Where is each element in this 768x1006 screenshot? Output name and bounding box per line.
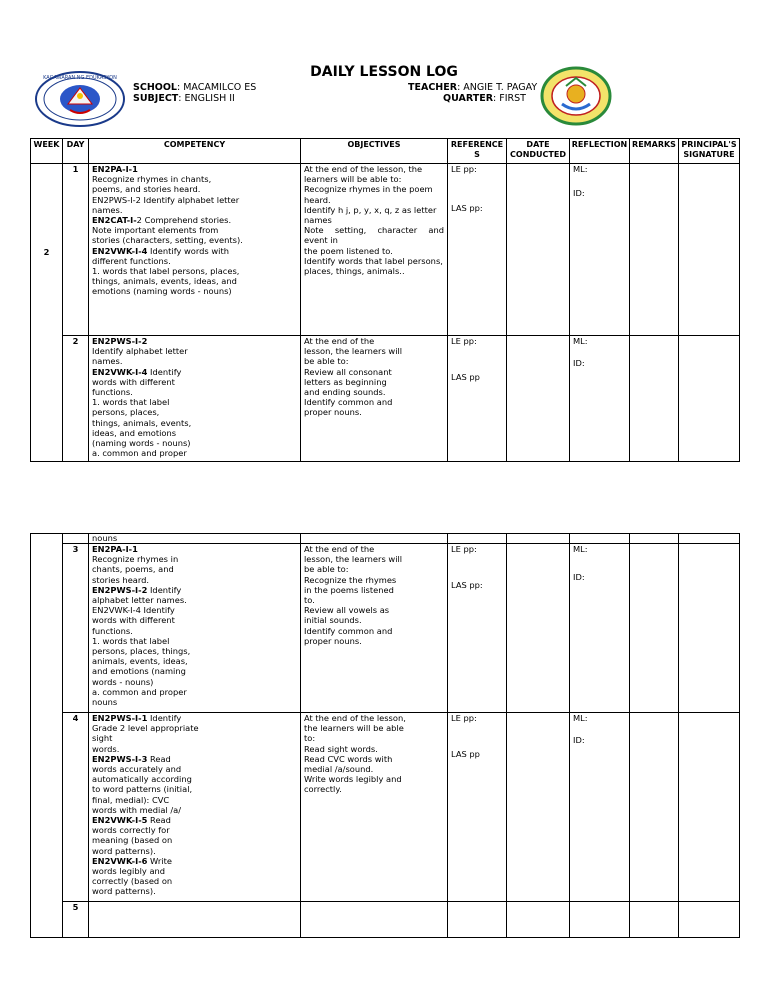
objective-line: heard. bbox=[304, 194, 331, 205]
objective-line: medial /a/sound. bbox=[304, 764, 374, 775]
competency-line bbox=[92, 266, 297, 276]
competency-line bbox=[92, 754, 297, 764]
competency-cell bbox=[89, 164, 301, 336]
objectives-cell bbox=[301, 713, 448, 902]
competency-text: word patterns). bbox=[92, 886, 156, 897]
competency-code: EN2PWS-I-2 bbox=[92, 336, 148, 346]
competency-text: functions. bbox=[92, 625, 133, 636]
date-conducted-cell bbox=[507, 534, 570, 544]
competency-text: 2 Comprehend stories. bbox=[136, 215, 232, 226]
teacher-line bbox=[408, 82, 537, 93]
header-week: WEEK bbox=[31, 139, 63, 164]
objectives-cell bbox=[301, 902, 448, 938]
lesson-log-table-page2 bbox=[30, 533, 740, 938]
competency-line bbox=[92, 666, 297, 676]
competency-line bbox=[92, 774, 297, 784]
competency-text: words correctly for bbox=[92, 825, 170, 836]
competency-text: words. bbox=[92, 743, 120, 754]
competency-text: names. bbox=[92, 204, 123, 215]
objective-line: Identify common and bbox=[304, 625, 393, 636]
competency-code: EN2CAT-I- bbox=[92, 215, 137, 226]
competency-text: ideas, and emotions bbox=[92, 427, 177, 438]
competency-text: persons, places, bbox=[92, 407, 160, 418]
competency-line bbox=[92, 595, 297, 605]
teacher-label: TEACHER bbox=[408, 82, 458, 93]
svg-text:KAGAWARAN NG EDUKASYON: KAGAWARAN NG EDUKASYON bbox=[43, 75, 117, 81]
signature-cell bbox=[679, 534, 740, 544]
references-cell bbox=[448, 534, 507, 544]
objective-line: lesson, the learners will bbox=[304, 554, 403, 565]
competency-line bbox=[92, 438, 297, 448]
remarks-cell bbox=[630, 534, 679, 544]
competency-text: words with medial /a/ bbox=[92, 804, 182, 815]
date-conducted-cell bbox=[507, 544, 570, 713]
table-header-row bbox=[31, 139, 740, 164]
objective-line: places, things, animals.. bbox=[304, 266, 405, 277]
competency-line bbox=[92, 387, 297, 397]
day-number: 4 bbox=[63, 713, 89, 902]
competency-carryover: nouns bbox=[89, 534, 301, 544]
las-pages: LAS pp: bbox=[451, 580, 483, 591]
competency-line bbox=[92, 687, 297, 697]
reflection-id: ID: bbox=[573, 358, 585, 369]
competency-line bbox=[92, 397, 297, 407]
header-references: REFERENCE S bbox=[448, 139, 507, 164]
reflection-cell bbox=[570, 902, 630, 938]
competency-line bbox=[92, 235, 297, 245]
table-row bbox=[31, 164, 740, 336]
competency-text: automatically according bbox=[92, 774, 192, 785]
competency-text: Grade 2 level appropriate bbox=[92, 723, 199, 734]
header-date-conducted: DATE CONDUCTED bbox=[507, 139, 570, 164]
competency-line bbox=[92, 876, 297, 886]
competency-text: final, medial): CVC bbox=[92, 794, 170, 805]
week-cell bbox=[31, 534, 63, 938]
reflection-id: ID: bbox=[573, 735, 585, 746]
objectives-cell bbox=[301, 336, 448, 462]
day-number: 2 bbox=[63, 336, 89, 462]
competency-line bbox=[92, 615, 297, 625]
competency-line bbox=[92, 174, 297, 184]
competency-text: words legibly and bbox=[92, 866, 166, 877]
day-number: 3 bbox=[63, 544, 89, 713]
reflection-ml: ML: bbox=[573, 544, 588, 554]
competency-line bbox=[92, 825, 297, 835]
competency-line bbox=[92, 856, 297, 866]
competency-line bbox=[92, 346, 297, 356]
competency-text: words accurately and bbox=[92, 764, 182, 775]
objective-line: learners will be able to: bbox=[304, 174, 402, 185]
le-pages: LE pp: bbox=[451, 336, 477, 346]
reflection-ml: ML: bbox=[573, 164, 588, 174]
competency-text: words with different bbox=[92, 376, 175, 387]
competency-line bbox=[92, 448, 297, 458]
las-pages: LAS pp: bbox=[451, 203, 483, 214]
competency-line bbox=[92, 554, 297, 564]
table-row bbox=[31, 534, 740, 544]
competency-line bbox=[92, 184, 297, 194]
objective-line: and ending sounds. bbox=[304, 387, 386, 398]
competency-code: EN2VWK-I-5 bbox=[92, 815, 148, 826]
references-cell bbox=[448, 164, 507, 336]
competency-line bbox=[92, 805, 297, 815]
le-pages: LE pp: bbox=[451, 164, 477, 174]
competency-line bbox=[92, 205, 297, 215]
competency-line bbox=[92, 195, 297, 205]
remarks-cell bbox=[630, 902, 679, 938]
competency-line bbox=[92, 336, 297, 346]
objective-line: Identify h j, p, y, x, q, z as letter bbox=[304, 204, 437, 215]
competency-line bbox=[92, 656, 297, 666]
date-conducted-cell bbox=[507, 164, 570, 336]
header-day: DAY bbox=[63, 139, 89, 164]
references-cell bbox=[448, 336, 507, 462]
competency-text: alphabet letter names. bbox=[92, 595, 187, 606]
header-principal-signature: PRINCIPAL'S SIGNATURE bbox=[679, 139, 740, 164]
day-number bbox=[63, 534, 89, 544]
competency-line bbox=[92, 866, 297, 876]
competency-text: Recognize rhymes in bbox=[92, 554, 179, 565]
competency-text: things, animals, events, bbox=[92, 417, 192, 428]
objective-line: the learners will be able bbox=[304, 723, 404, 734]
competency-line bbox=[92, 723, 297, 733]
competency-line bbox=[92, 246, 297, 256]
las-pages: LAS pp bbox=[451, 749, 480, 760]
competency-text: words with different bbox=[92, 615, 175, 626]
competency-line bbox=[92, 356, 297, 366]
competency-text: poems, and stories heard. bbox=[92, 184, 201, 195]
competency-text: EN2PWS-I-2 Identify alphabet letter bbox=[92, 194, 240, 205]
objective-line: be able to: bbox=[304, 356, 349, 367]
references-cell bbox=[448, 902, 507, 938]
objective-line: in the poems listened bbox=[304, 584, 394, 595]
competency-line bbox=[92, 835, 297, 845]
competency-text: correctly (based on bbox=[92, 876, 173, 887]
school-seal-logo bbox=[540, 66, 612, 126]
signature-cell bbox=[679, 164, 740, 336]
competency-line bbox=[92, 784, 297, 794]
competency-text: Recognize rhymes in chants, bbox=[92, 174, 212, 185]
competency-line bbox=[92, 713, 297, 723]
competency-line bbox=[92, 733, 297, 743]
competency-line bbox=[92, 428, 297, 438]
objective-line: Identify words that label persons, bbox=[304, 255, 443, 266]
remarks-cell bbox=[630, 713, 679, 902]
day-number: 1 bbox=[63, 164, 89, 336]
competency-text: a. common and proper bbox=[92, 448, 187, 459]
objective-line: Recognize rhymes in the poem bbox=[304, 184, 433, 195]
objective-line: At the end of the lesson, the bbox=[304, 164, 423, 174]
objective-line: Read sight words. bbox=[304, 743, 378, 754]
teacher-value: : ANGIE T. PAGAY bbox=[457, 82, 538, 93]
competency-line bbox=[92, 795, 297, 805]
quarter-value: : FIRST bbox=[493, 93, 526, 104]
table-row bbox=[31, 544, 740, 713]
competency-text: stories heard. bbox=[92, 574, 150, 585]
table-row bbox=[31, 336, 740, 462]
competency-cell bbox=[89, 544, 301, 713]
date-conducted-cell bbox=[507, 336, 570, 462]
competency-line bbox=[92, 575, 297, 585]
competency-text: (naming words - nouns) bbox=[92, 438, 191, 449]
week-number: 2 bbox=[31, 164, 63, 462]
day-number: 5 bbox=[63, 902, 89, 938]
lesson-log-table-page1 bbox=[30, 138, 740, 462]
remarks-cell bbox=[630, 544, 679, 713]
competency-line bbox=[92, 377, 297, 387]
reflection-cell bbox=[570, 544, 630, 713]
competency-text: things, animals, events, ideas, and bbox=[92, 276, 237, 287]
signature-cell bbox=[679, 544, 740, 713]
objectives-cell bbox=[301, 164, 448, 336]
competency-text: animals, events, ideas, bbox=[92, 656, 188, 667]
reflection-cell bbox=[570, 534, 630, 544]
subject-value: : ENGLISH II bbox=[178, 93, 235, 104]
competency-text: EN2VWK-I-4 Identify bbox=[92, 605, 175, 616]
competency-text: Note important elements from bbox=[92, 225, 219, 236]
references-cell bbox=[448, 713, 507, 902]
competency-line bbox=[92, 636, 297, 646]
competency-line bbox=[92, 646, 297, 656]
competency-text: meaning (based on bbox=[92, 835, 173, 846]
objective-line: Recognize the rhymes bbox=[304, 574, 397, 585]
header-competency: COMPETENCY bbox=[89, 139, 301, 164]
objective-line: Review all consonant bbox=[304, 366, 392, 377]
signature-cell bbox=[679, 713, 740, 902]
competency-code: EN2VWK-I-6 bbox=[92, 855, 148, 866]
reflection-cell bbox=[570, 713, 630, 902]
remarks-cell bbox=[630, 164, 679, 336]
competency-line bbox=[92, 225, 297, 235]
objective-line: Identify common and bbox=[304, 397, 393, 408]
objectives-cell bbox=[301, 544, 448, 713]
objective-line: letters as beginning bbox=[304, 376, 387, 387]
table-row bbox=[31, 902, 740, 938]
competency-text: Write bbox=[147, 855, 172, 866]
competency-text: a. common and proper bbox=[92, 686, 187, 697]
date-conducted-cell bbox=[507, 713, 570, 902]
competency-line bbox=[92, 605, 297, 615]
competency-text: 1. words that label persons, places, bbox=[92, 266, 240, 277]
reflection-id: ID: bbox=[573, 572, 585, 583]
competency-line bbox=[92, 846, 297, 856]
reflection-id: ID: bbox=[573, 188, 585, 199]
competency-code: EN2PWS-I-3 bbox=[92, 753, 148, 764]
objective-line: to. bbox=[304, 595, 315, 606]
school-label: SCHOOL bbox=[133, 82, 177, 93]
objective-line: names bbox=[304, 215, 332, 226]
school-value: : MACAMILCO ES bbox=[176, 82, 257, 93]
competency-line bbox=[92, 585, 297, 595]
competency-line bbox=[92, 215, 297, 225]
deped-seal-logo bbox=[34, 70, 126, 128]
competency-line bbox=[92, 744, 297, 754]
date-conducted-cell bbox=[507, 902, 570, 938]
competency-line bbox=[92, 407, 297, 417]
competency-code: EN2PWS-I-2 bbox=[92, 584, 148, 595]
competency-cell bbox=[89, 713, 301, 902]
competency-code: EN2VWK-I-4 bbox=[92, 366, 148, 377]
reflection-cell bbox=[570, 336, 630, 462]
competency-line bbox=[92, 697, 297, 707]
competency-line bbox=[92, 164, 297, 174]
objective-line: correctly. bbox=[304, 784, 342, 795]
header-remarks: REMARKS bbox=[630, 139, 679, 164]
reflection-ml: ML: bbox=[573, 713, 588, 723]
competency-code: EN2VWK-I-4 bbox=[92, 245, 148, 256]
competency-text: functions. bbox=[92, 387, 133, 398]
competency-code: EN2PA-I-1 bbox=[92, 544, 138, 554]
competency-line bbox=[92, 677, 297, 687]
competency-text: stories (characters, setting, events). bbox=[92, 235, 243, 246]
objective-line: Read CVC words with bbox=[304, 753, 393, 764]
subject-label: SUBJECT bbox=[133, 93, 179, 104]
le-pages: LE pp: bbox=[451, 713, 477, 723]
objective-line: lesson, the learners will bbox=[304, 346, 403, 357]
quarter-line bbox=[443, 93, 526, 104]
competency-text: Read bbox=[147, 753, 171, 764]
objective-line: At the end of the lesson, bbox=[304, 713, 406, 723]
competency-text: Identify bbox=[147, 366, 182, 377]
competency-text: Identify alphabet letter bbox=[92, 346, 188, 357]
competency-text: word patterns). bbox=[92, 845, 156, 856]
competency-cell bbox=[89, 336, 301, 462]
objective-line: proper nouns. bbox=[304, 635, 362, 646]
objective-line: At the end of the bbox=[304, 544, 375, 554]
header-objectives: OBJECTIVES bbox=[301, 139, 448, 164]
competency-line bbox=[92, 764, 297, 774]
competency-code: EN2PA-I-1 bbox=[92, 164, 138, 174]
competency-code: EN2PWS-I-1 bbox=[92, 713, 148, 723]
las-pages: LAS pp bbox=[451, 372, 480, 383]
competency-text: 1. words that label bbox=[92, 635, 170, 646]
objective-line: to: bbox=[304, 733, 316, 744]
competency-line bbox=[92, 564, 297, 574]
objective-line: the poem listened to. bbox=[304, 245, 393, 256]
table-row bbox=[31, 713, 740, 902]
objectives-cell bbox=[301, 534, 448, 544]
competency-line bbox=[92, 886, 297, 896]
page-title: DAILY LESSON LOG bbox=[310, 64, 458, 80]
le-pages: LE pp: bbox=[451, 544, 477, 554]
competency-line bbox=[92, 815, 297, 825]
competency-text: emotions (naming words - nouns) bbox=[92, 286, 232, 297]
competency-line bbox=[92, 276, 297, 286]
competency-line bbox=[92, 256, 297, 266]
competency-line bbox=[92, 367, 297, 377]
competency-text: sight bbox=[92, 733, 113, 744]
objective-line: initial sounds. bbox=[304, 615, 362, 626]
quarter-label: QUARTER bbox=[443, 93, 494, 104]
competency-text: Identify bbox=[147, 584, 182, 595]
objective-line: be able to: bbox=[304, 564, 349, 575]
objective-line: Note setting, character and event in bbox=[304, 225, 444, 246]
reflection-ml: ML: bbox=[573, 336, 588, 346]
competency-line bbox=[92, 286, 297, 296]
school-line bbox=[133, 82, 256, 93]
objective-line: At the end of the bbox=[304, 336, 375, 346]
objective-line: Write words legibly and bbox=[304, 774, 402, 785]
competency-text: Identify words with bbox=[147, 245, 229, 256]
competency-line bbox=[92, 418, 297, 428]
competency-text: different functions. bbox=[92, 255, 171, 266]
competency-text: words - nouns) bbox=[92, 676, 154, 687]
subject-line bbox=[133, 93, 235, 104]
competency-text: names. bbox=[92, 356, 123, 367]
competency-text: Read bbox=[147, 815, 171, 826]
header-reflection: REFLECTION bbox=[570, 139, 630, 164]
objective-line: Review all vowels as bbox=[304, 605, 390, 616]
signature-cell bbox=[679, 336, 740, 462]
competency-line bbox=[92, 544, 297, 554]
competency-text: Identify bbox=[147, 713, 182, 723]
competency-text: and emotions (naming bbox=[92, 666, 186, 677]
competency-text: 1. words that label bbox=[92, 397, 170, 408]
competency-cell bbox=[89, 902, 301, 938]
remarks-cell bbox=[630, 336, 679, 462]
objective-line: proper nouns. bbox=[304, 407, 362, 418]
competency-text: persons, places, things, bbox=[92, 646, 191, 657]
signature-cell bbox=[679, 902, 740, 938]
competency-line bbox=[92, 626, 297, 636]
references-cell bbox=[448, 544, 507, 713]
competency-text: nouns bbox=[92, 697, 118, 708]
reflection-cell bbox=[570, 164, 630, 336]
competency-text: chants, poems, and bbox=[92, 564, 174, 575]
competency-text: to word patterns (initial, bbox=[92, 784, 193, 795]
